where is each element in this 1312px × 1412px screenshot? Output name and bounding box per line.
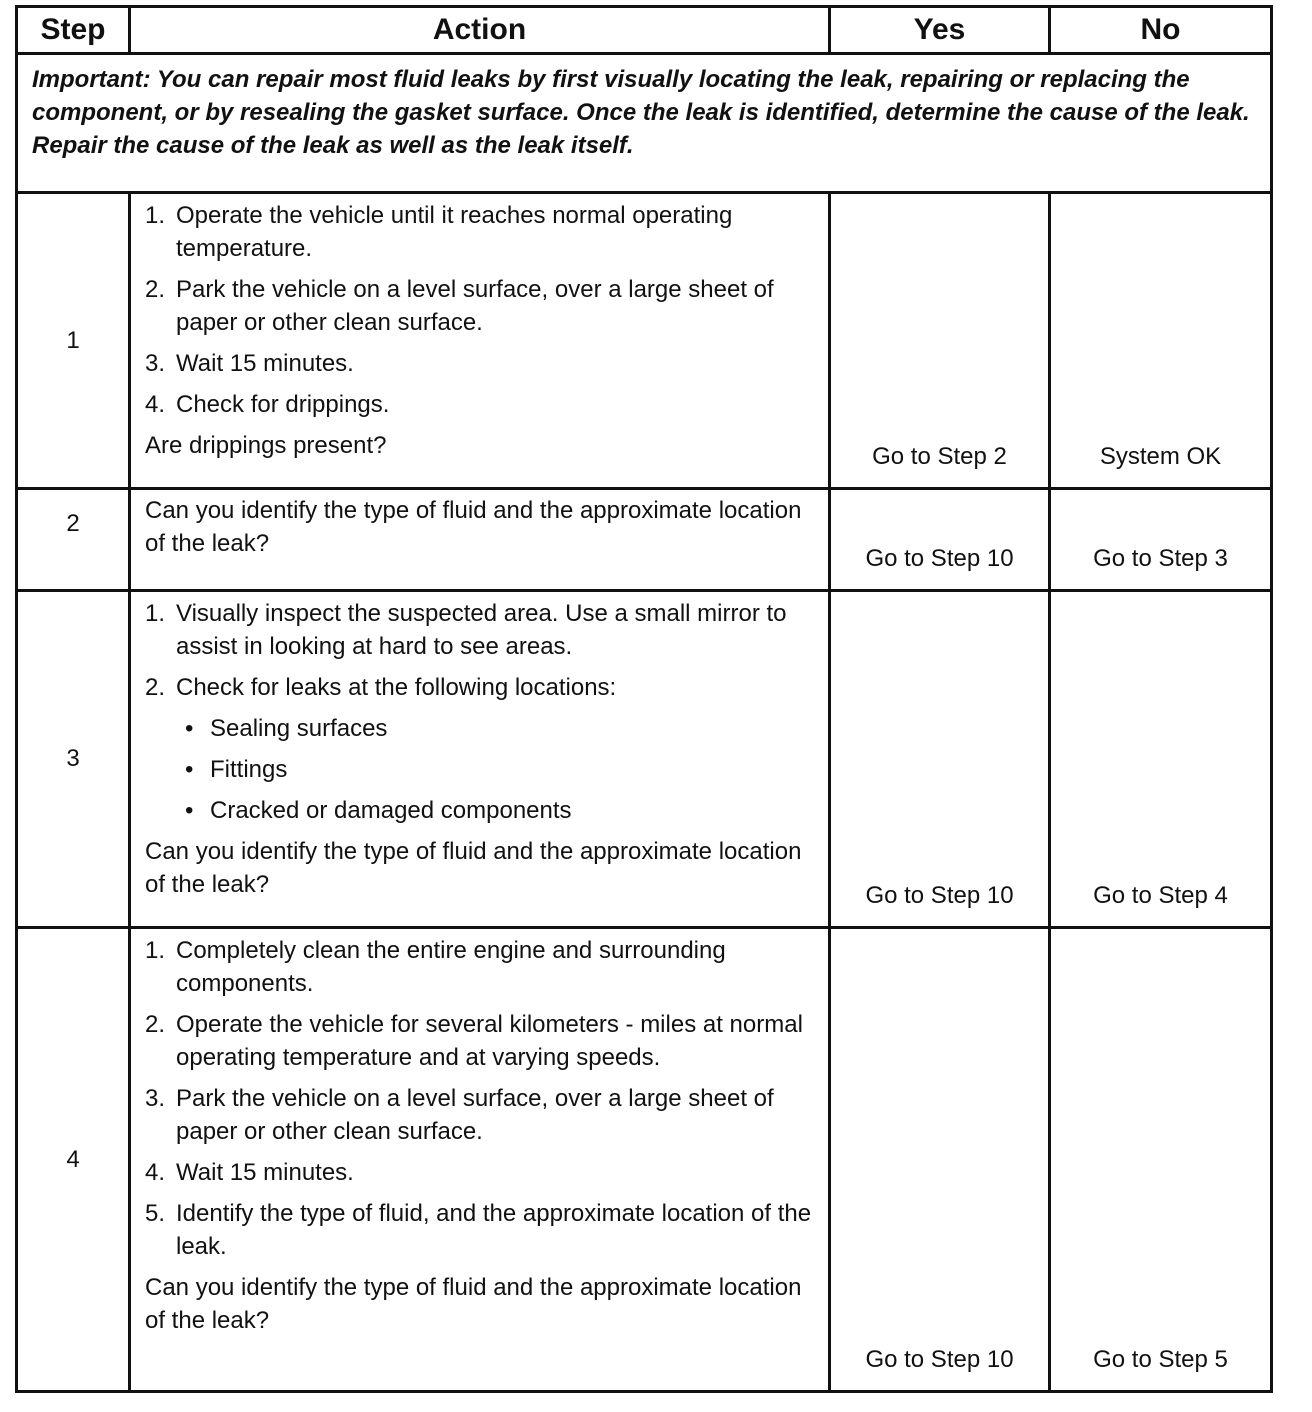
list-item — [145, 273, 818, 339]
bullet-icon: • — [185, 715, 194, 742]
item-number: 4. — [145, 1159, 166, 1186]
bullet-text: Fittings — [210, 756, 288, 783]
bullet-item — [145, 794, 818, 827]
no-answer: Go to Step 3 — [1050, 489, 1272, 591]
item-text: Park the vehicle on a level surface, over a large sheet of paper or other clean surface. — [176, 276, 774, 336]
list-item — [145, 1008, 818, 1074]
item-number: 4. — [145, 391, 166, 418]
yes-answer: Go to Step 10 — [830, 591, 1050, 928]
yes-answer: Go to Step 10 — [830, 489, 1050, 591]
item-text: Visually inspect the suspected area. Use a small mirror to assist in looking at hard to see areas. — [176, 600, 787, 660]
item-text: Check for leaks at the following locations: — [176, 674, 617, 701]
yes-answer: Go to Step 2 — [830, 193, 1050, 489]
question-text: Can you identify the type of fluid and the approximate location of the leak? — [145, 497, 802, 557]
step-number: 4 — [17, 928, 130, 1392]
diagnostic-table — [15, 5, 1273, 1393]
question-text: Are drippings present? — [145, 432, 387, 459]
list-item — [145, 347, 818, 380]
no-answer: Go to Step 4 — [1050, 591, 1272, 928]
bullet-text: Sealing surfaces — [210, 715, 388, 742]
item-text: Wait 15 minutes. — [176, 1159, 354, 1186]
step-number: 3 — [17, 591, 130, 928]
action-cell — [130, 193, 830, 489]
header-yes: Yes — [830, 7, 1050, 54]
diagnostic-sheet — [15, 5, 1270, 1393]
list-item — [145, 1082, 818, 1148]
item-number: 5. — [145, 1200, 166, 1227]
bullet-item — [145, 712, 818, 745]
item-number: 2. — [145, 1011, 166, 1038]
important-row — [17, 54, 1272, 193]
item-number: 3. — [145, 1085, 166, 1112]
item-text: Completely clean the entire engine and surrounding components. — [176, 937, 726, 997]
item-text: Park the vehicle on a level surface, over a large sheet of paper or other clean surface. — [176, 1085, 774, 1145]
item-text: Operate the vehicle until it reaches normal operating temperature. — [176, 202, 733, 262]
item-number: 1. — [145, 202, 166, 229]
item-number: 1. — [145, 937, 166, 964]
item-text: Wait 15 minutes. — [176, 350, 354, 377]
no-answer: System OK — [1050, 193, 1272, 489]
item-number: 2. — [145, 674, 166, 701]
list-item — [145, 1197, 818, 1263]
list-item — [145, 671, 818, 704]
item-text: Operate the vehicle for several kilometers - miles at normal operating temperature and at varying speeds. — [176, 1011, 803, 1071]
list-item — [145, 597, 818, 663]
table-row — [17, 928, 1272, 1392]
table-row — [17, 591, 1272, 928]
no-answer: Go to Step 5 — [1050, 928, 1272, 1392]
step-number: 1 — [17, 193, 130, 489]
table-row — [17, 193, 1272, 489]
yes-answer: Go to Step 10 — [830, 928, 1050, 1392]
header-no: No — [1050, 7, 1272, 54]
list-item — [145, 934, 818, 1000]
bullet-item — [145, 753, 818, 786]
action-cell — [130, 928, 830, 1392]
bullet-icon: • — [185, 756, 194, 783]
list-item — [145, 199, 818, 265]
list-item — [145, 388, 818, 421]
question-text: Can you identify the type of fluid and the approximate location of the leak? — [145, 1274, 802, 1334]
header-row — [17, 7, 1272, 54]
header-step: Step — [17, 7, 130, 54]
bullet-text: Cracked or damaged components — [210, 797, 572, 824]
item-number: 2. — [145, 276, 166, 303]
action-cell — [130, 489, 830, 591]
step-number: 2 — [17, 489, 130, 591]
important-note: Important: You can repair most fluid leaks by first visually locating the leak, repairing or replacing the component, or by resealing the gasket surface. Once the leak is identified, determine the cause of the leak. Repair the cause of the leak as well as the leak itself. — [17, 54, 1272, 193]
item-text: Check for drippings. — [176, 391, 390, 418]
list-item — [145, 1156, 818, 1189]
question-text: Can you identify the type of fluid and the approximate location of the leak? — [145, 838, 802, 898]
header-action: Action — [130, 7, 830, 54]
bullet-icon: • — [185, 797, 194, 824]
item-number: 1. — [145, 600, 166, 627]
table-row — [17, 489, 1272, 591]
item-number: 3. — [145, 350, 166, 377]
action-cell — [130, 591, 830, 928]
item-text: Identify the type of fluid, and the approximate location of the leak. — [176, 1200, 812, 1260]
